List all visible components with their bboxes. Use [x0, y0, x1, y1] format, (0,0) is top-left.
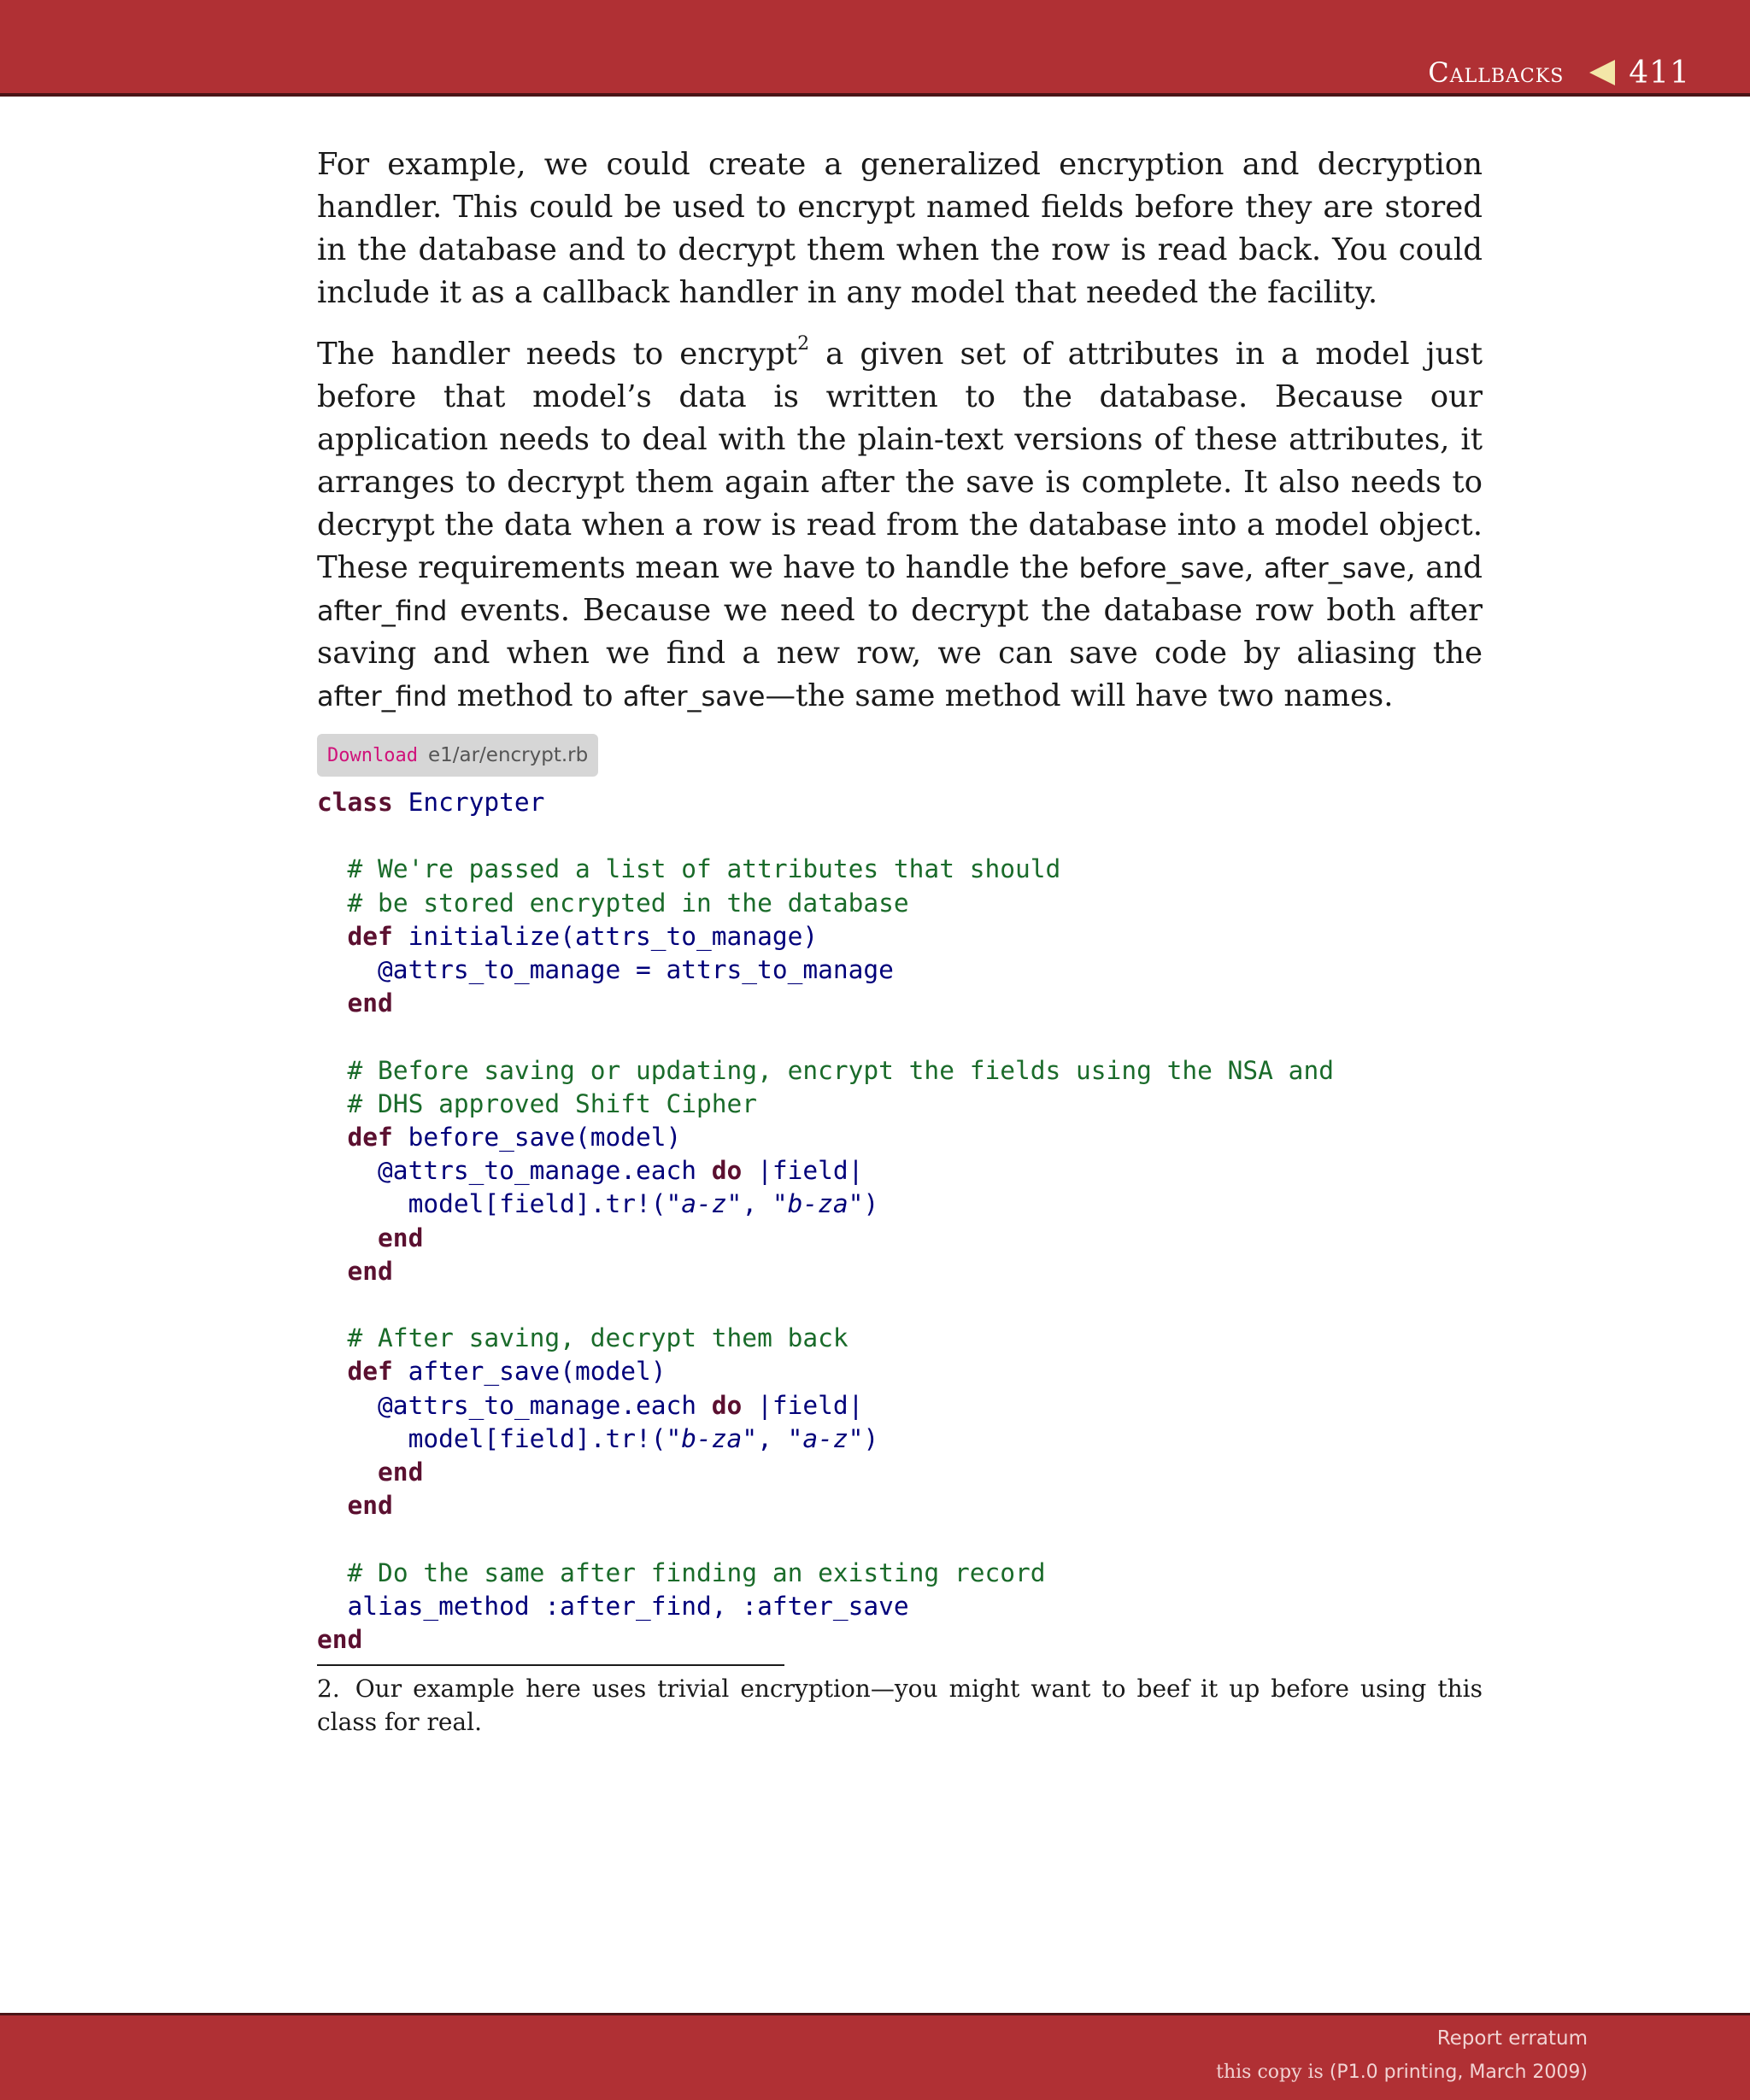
code-keyword: do [711, 1156, 743, 1186]
para-text: a given set of attributes in a model just before that model’s data is written to the database. Because our application needs to deal with the plain-text versions of these attributes, it arranges to decrypt them again after the save is complete. It also needs to decrypt the data when a row is read from the database into a model object. These requirements mean we have to handle the [317, 337, 1483, 585]
para-text: method to [447, 678, 623, 713]
para-text: —the same method will have two names. [765, 678, 1394, 713]
para-text: , [1244, 550, 1264, 585]
footnote-text: Our example here uses trivial encryption—you might want to beef it up before using this class for real. [317, 1675, 1483, 1736]
code-term-after-save: after_save [622, 680, 766, 713]
code-text: before_save(model) [392, 1123, 682, 1153]
page-footer-band [0, 2013, 1750, 2100]
footnote-ref[interactable]: 2 [797, 333, 810, 355]
download-link[interactable] [317, 734, 598, 777]
code-text: model[field].tr!( [408, 1423, 667, 1453]
code-text: |field| [742, 1390, 864, 1420]
code-keyword: end [347, 1256, 393, 1286]
code-text: Encrypter [392, 788, 545, 817]
para-text: events. Because we need to decrypt the database row both after saving and when we find a new row, we can save code by aliasing the [317, 593, 1483, 671]
code-comment: # DHS approved Shift Cipher [347, 1088, 758, 1118]
code-keyword: end [378, 1223, 424, 1252]
footnote [317, 1672, 1483, 1739]
running-head [1428, 51, 1690, 94]
para-text: , and [1406, 550, 1483, 585]
code-term-before-save: before_save [1078, 552, 1245, 584]
code-term-after-find: after_find [317, 595, 448, 627]
report-erratum-link[interactable]: Report erratum [1436, 2027, 1588, 2050]
code-comment: # Before saving or updating, encrypt the fields using the NSA and [347, 1055, 1334, 1085]
code-comment: # be stored encrypted in the database [347, 888, 909, 918]
code-keyword: end [347, 988, 393, 1018]
code-string: "a-z" [666, 1189, 743, 1219]
page-number: 411 [1629, 55, 1690, 91]
code-text: |field| [742, 1156, 864, 1186]
download-label: Download [327, 744, 418, 766]
body-paragraph-2 [317, 333, 1483, 718]
code-term-after-find: after_find [317, 680, 448, 713]
code-string: "b-za" [666, 1423, 758, 1453]
code-keyword: end [347, 1491, 393, 1521]
footnote-divider [317, 1664, 784, 1666]
code-text: , [757, 1423, 788, 1453]
copy-value: (P1.0 printing, March 2009) [1329, 2062, 1588, 2083]
body-paragraph-1: For example, we could create a generalized encryption and decryption handler. This could be used to encrypt named fields before they are stored in the database and to decrypt them when the row is read back. You could include it as a callback handler in any model that needed the facility. [317, 147, 1483, 310]
code-text: initialize(attrs_to_manage) [392, 921, 819, 951]
code-comment: # After saving, decrypt them back [347, 1323, 849, 1353]
code-keyword: do [711, 1390, 743, 1420]
code-keyword: end [317, 1625, 363, 1655]
page-header-band [0, 0, 1750, 97]
code-text: ) [863, 1189, 879, 1219]
code-string: "b-za" [772, 1189, 864, 1219]
code-text: after_save(model) [392, 1357, 667, 1387]
code-comment: # Do the same after finding an existing record [347, 1557, 1046, 1587]
code-keyword: end [378, 1458, 424, 1487]
code-keyword: def [347, 1123, 393, 1153]
code-text: @attrs_to_manage.each [378, 1390, 712, 1420]
para-text: The handler needs to encrypt [317, 337, 798, 372]
code-text: alias_method :after_find, :after_save [347, 1591, 909, 1621]
code-keyword: class [317, 788, 393, 817]
chapter-title: Callbacks [1428, 56, 1565, 89]
code-string: "a-z" [787, 1423, 864, 1453]
back-arrow-icon[interactable] [1589, 60, 1615, 85]
code-text: ) [863, 1423, 879, 1453]
code-listing [317, 786, 1334, 1657]
download-file-path: e1/ar/encrypt.rb [427, 744, 589, 766]
code-keyword: def [347, 921, 393, 951]
code-term-after-save: after_save [1263, 552, 1406, 584]
copy-info [1216, 2062, 1588, 2083]
copy-prefix: this copy is [1216, 2062, 1330, 2083]
code-text: @attrs_to_manage = attrs_to_manage [378, 955, 894, 985]
code-text: , [742, 1189, 772, 1219]
code-comment: # We're passed a list of attributes that should [347, 854, 1061, 884]
code-text: @attrs_to_manage.each [378, 1156, 712, 1186]
footnote-number: 2. [317, 1675, 340, 1703]
code-keyword: def [347, 1357, 393, 1387]
code-text: model[field].tr!( [408, 1189, 667, 1219]
